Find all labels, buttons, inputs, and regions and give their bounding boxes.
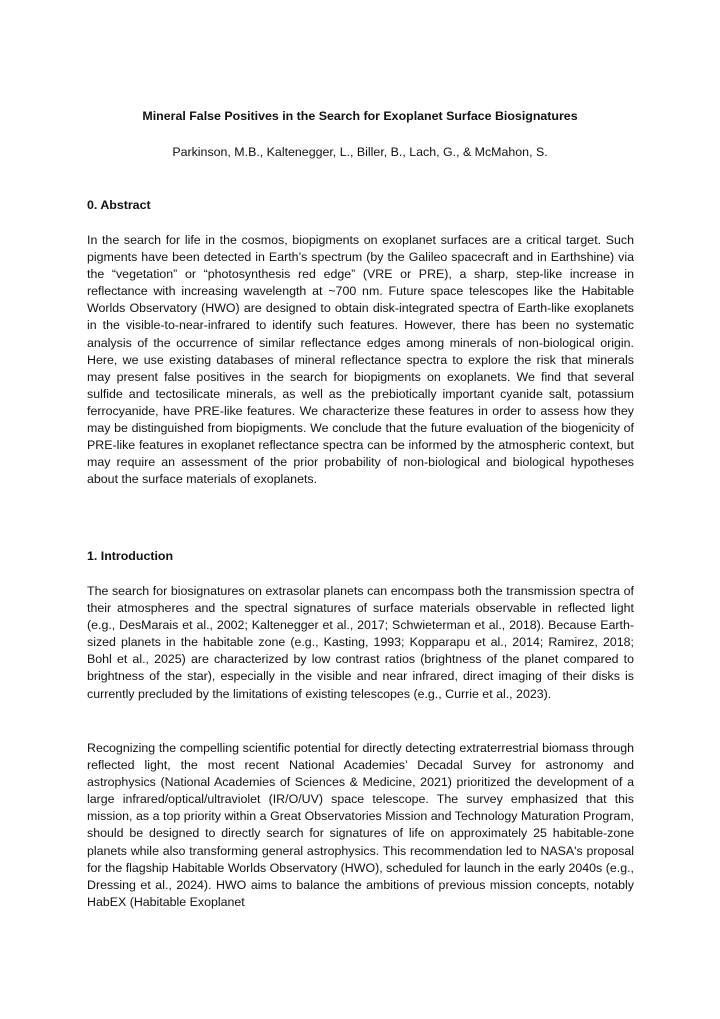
paper-authors: Parkinson, M.B., Kaltenegger, L., Biller, B., Lach, G., & McMahon, S. — [172, 145, 548, 159]
abstract-heading: 0. Abstract — [87, 198, 151, 212]
abstract-paragraph: In the search for life in the cosmos, biopigments on exoplanet surfaces are a critical target. Such pigments have been detected in Earth’s spectrum (by the Galileo spacecraft and in Earthshine) via the “vegetation” or “photosynthesis red edge” (VRE or PRE), a sharp, step-like increase in reflectance with increasing wavelength at ~700 nm. Future space telescopes like the Habitable Worlds Observatory (HWO) are designed to obtain disk-integrated spectra of Earth-like exoplanets in the visible-to-near-infrared to identify such features. However, there has been no systematic analysis of the occurrence of similar reflectance edges among minerals of non-biological origin. Here, we use existing databases of mineral reflectance spectra to explore the risk that minerals may present false positives in the search for biopigments on exoplanets. We find that several sulfide and tectosilicate minerals, as well as the prebiotically important cyanide salt, potassium ferrocyanide, have PRE-like features. We characterize these features in order to assess how they may be distinguished from biopigments. We conclude that the future evaluation of the biogenicity of PRE-like features in exoplanet reflectance spectra can be informed by the atmospheric context, but may require an assessment of the prior probability of non-biological and biological hypotheses about the surface materials of exoplanets. — [87, 233, 634, 487]
introduction-paragraph-2: Recognizing the compelling scientific potential for directly detecting extraterrestrial biomass through reflected light, the most recent National Academies’ Decadal Survey for astronomy and astrophysics (National Academies of Sciences & Medicine, 2021) prioritized the development of a large infrared/optical/ultraviolet (IR/O/UV) space telescope. The survey emphasized that this mission, as a top priority within a Great Observatories Mission and Technology Maturation Program, should be designed to directly search for signatures of life on approximately 25 habitable-zone planets while also transforming general astrophysics. This recommendation led to NASA's proposal for the flagship Habitable Worlds Observatory (HWO), scheduled for launch in the early 2040s (e.g., Dressing et al., 2024). HWO aims to balance the ambitions of previous mission concepts, notably HabEX (Habitable Exoplanet — [87, 741, 634, 909]
introduction-heading: 1. Introduction — [87, 549, 174, 563]
introduction-paragraph-1: The search for biosignatures on extrasolar planets can encompass both the transmission spectra of their atmospheres and the spectral signatures of surface materials observable in reflected light (e.g., DesMarais et al., 2002; Kaltenegger et al., 2017; Schwieterman et al., 2018). Because Earth-sized planets in the habitable zone (e.g., Kasting, 1993; Kopparapu et al., 2014; Ramirez, 2018; Bohl et al., 2025) are characterized by low contrast ratios (brightness of the planet compared to brightness of the star), especially in the visible and near infrared, direct imaging of their disks is currently precluded by the limitations of existing telescopes (e.g., Currie et al., 2023). — [87, 584, 634, 701]
paper-title: Mineral False Positives in the Search for Exoplanet Surface Biosignatures — [142, 109, 578, 123]
